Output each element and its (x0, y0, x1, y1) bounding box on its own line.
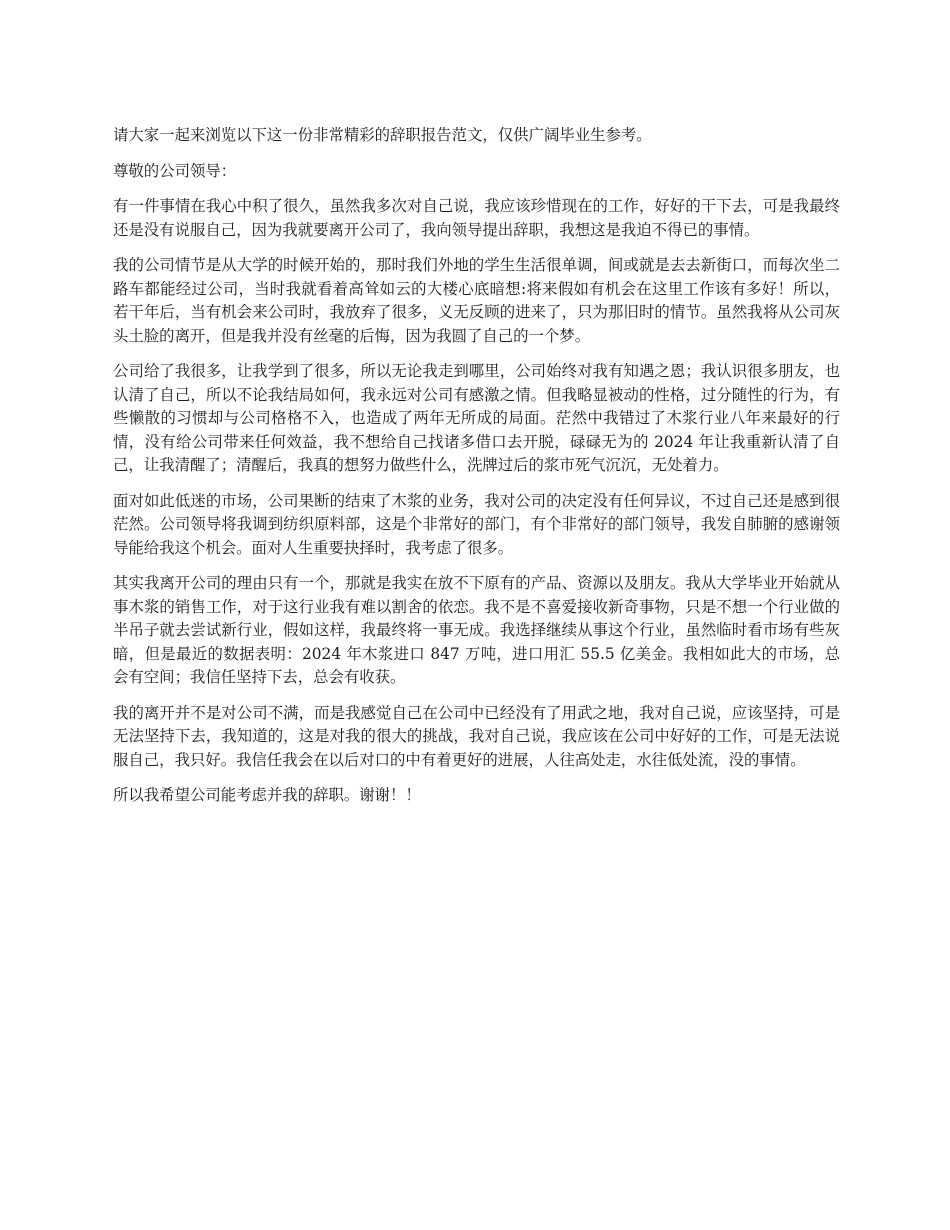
body-paragraph-3: 公司给了我很多，让我学到了很多，所以无论我走到哪里，公司始终对我有知遇之恩；我认识很多朋友，也认清了自己，所以不论我结局如何，我永远对公司有感激之情。但我略显被动的性格，过分随性的行为，有些懒散的习惯却与公司格格不入，也造成了两年无所成的局面。茫然中我错过了木浆行业八年来最好的行情，没有给公司带来任何效益，我不想给自己找诸多借口去开脱，碌碌无为的 2024 年让我重新认清了自己，让我清醒了；清醒后，我真的想努力做些什么，洗牌过后的浆市死气沉沉，无处着力。 (113, 362, 840, 474)
closing-paragraph: 所以我希望公司能考虑并我的辞职。谢谢！！ (113, 786, 421, 804)
document-body (113, 124, 840, 820)
body-paragraph-5: 其实我离开公司的理由只有一个，那就是我实在放不下原有的产品、资源以及朋友。我从大学毕业开始就从事木浆的销售工作，对于这行业我有难以割舍的依恋。我不是不喜爱接收新奇事物，只是不想一个行业做的半吊子就去尝试新行业，假如这样，我最终将一事无成。我选择继续从事这个行业，虽然临时看市场有些灰暗，但是最近的数据表明：2024 年木浆进口 847 万吨，进口用汇 55.5 亿美金。我相如此大的市场，总会有空间；我信任坚持下去，总会有收获。 (113, 574, 840, 686)
body-paragraph-2: 我的公司情节是从大学的时候开始的，那时我们外地的学生生活很单调，间或就是去去新街口，而每次坐二路车都能经过公司，当时我就看着高耸如云的大楼心底暗想:将来假如有机会在这里工作该有多好！所以，若干年后，当有机会来公司时，我放弃了很多，义无反顾的进来了，只为那旧时的情节。虽然我将从公司灰头土脸的离开，但是我并没有丝毫的后悔，因为我圆了自己的一个梦。 (113, 256, 840, 345)
body-paragraph-1: 有一件事情在我心中积了很久，虽然我多次对自己说，我应该珍惜现在的工作，好好的干下去，可是我最终还是没有说服自己，因为我就要离开公司了，我向领导提出辞职，我想这是我迫不得已的事情。 (113, 197, 840, 239)
body-paragraph-4: 面对如此低迷的市场，公司果断的结束了木浆的业务，我对公司的决定没有任何异议，不过自己还是感到很茫然。公司领导将我调到纺织原料部，这是个非常好的部门，有个非常好的部门领导，我发自肺腑的感谢领导能给我这个机会。面对人生重要抉择时，我考虑了很多。 (113, 491, 840, 557)
body-paragraph-6: 我的离开并不是对公司不满，而是我感觉自己在公司中已经没有了用武之地，我对自己说，应该坚持，可是无法坚持下去，我知道的，这是对我的很大的挑战，我对自己说，我应该在公司中好好的工作，可是无法说服自己，我只好。我信任我会在以后对口的中有着更好的进展，人往高处走，水往低处流，没的事情。 (113, 703, 840, 769)
intro-paragraph: 请大家一起来浏览以下这一份非常精彩的辞职报告范文，仅供广阔毕业生参考。 (113, 126, 652, 144)
salutation: 尊敬的公司领导： (113, 161, 237, 180)
